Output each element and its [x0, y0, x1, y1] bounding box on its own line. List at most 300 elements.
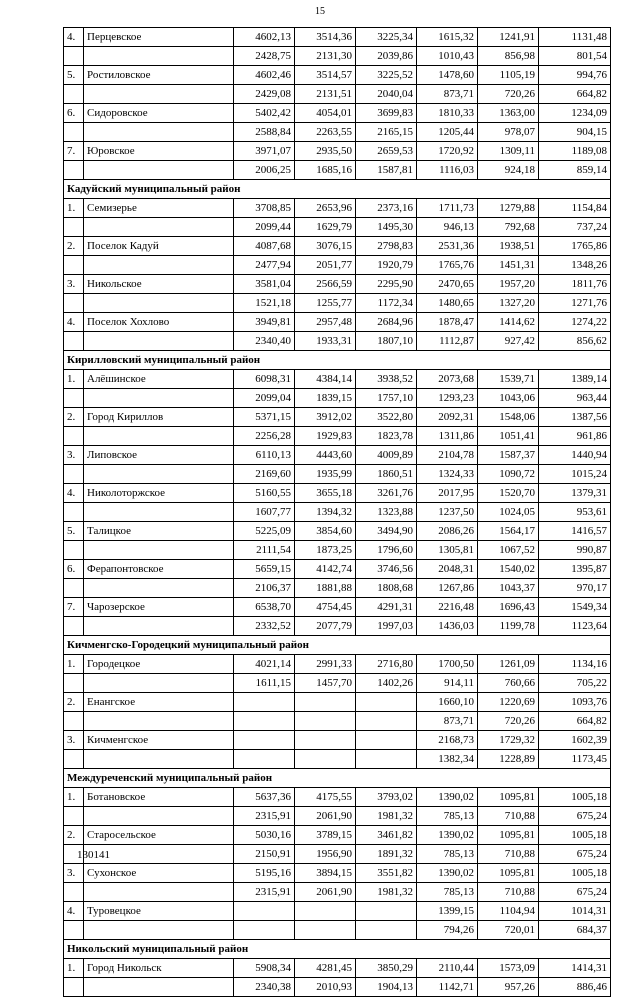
district-name: Междуреченский муниципальный район	[64, 769, 611, 788]
value-cell: 4054,01	[295, 104, 356, 123]
value-cell: 675,24	[539, 807, 611, 826]
table-row	[64, 864, 611, 883]
value-cell: 873,71	[417, 712, 478, 731]
value-cell: 2061,90	[295, 807, 356, 826]
value-cell: 3699,83	[356, 104, 417, 123]
value-cell: 1241,91	[478, 28, 539, 47]
value-cell: 1255,77	[295, 294, 356, 313]
value-cell: 2051,77	[295, 256, 356, 275]
value-cell: 5371,15	[234, 408, 295, 427]
settlement-name	[84, 256, 234, 275]
value-cell: 1234,09	[539, 104, 611, 123]
value-cell: 2588,84	[234, 123, 295, 142]
table-row	[64, 978, 611, 997]
row-index	[64, 218, 84, 237]
row-index	[64, 617, 84, 636]
value-cell: 2340,38	[234, 978, 295, 997]
table-row	[64, 921, 611, 940]
row-index: 4.	[64, 313, 84, 332]
value-cell: 3912,02	[295, 408, 356, 427]
row-index: 1.	[64, 655, 84, 674]
table-row	[64, 522, 611, 541]
value-cell	[234, 750, 295, 769]
row-index	[64, 161, 84, 180]
value-cell: 1293,23	[417, 389, 478, 408]
table-row	[64, 807, 611, 826]
row-index: 3.	[64, 864, 84, 883]
settlement-name: Старосельское	[84, 826, 234, 845]
value-cell: 1104,94	[478, 902, 539, 921]
table-row	[64, 218, 611, 237]
district-header-row	[64, 351, 611, 370]
value-cell: 1904,13	[356, 978, 417, 997]
value-cell	[295, 693, 356, 712]
value-cell: 1539,71	[478, 370, 539, 389]
value-cell: 1271,76	[539, 294, 611, 313]
value-cell: 1279,88	[478, 199, 539, 218]
table-row	[64, 104, 611, 123]
value-cell: 3225,52	[356, 66, 417, 85]
settlement-name	[84, 978, 234, 997]
value-cell: 1095,81	[478, 826, 539, 845]
row-index	[64, 85, 84, 104]
value-cell: 4602,13	[234, 28, 295, 47]
value-cell: 963,44	[539, 389, 611, 408]
settlement-name	[84, 218, 234, 237]
row-index	[64, 807, 84, 826]
table-row	[64, 541, 611, 560]
value-cell: 3514,57	[295, 66, 356, 85]
value-cell: 5402,42	[234, 104, 295, 123]
table-row	[64, 389, 611, 408]
row-index: 1.	[64, 959, 84, 978]
value-cell: 1043,37	[478, 579, 539, 598]
value-cell: 1811,76	[539, 275, 611, 294]
value-cell: 1920,79	[356, 256, 417, 275]
value-cell: 1311,86	[417, 427, 478, 446]
value-cell: 1573,09	[478, 959, 539, 978]
value-cell: 1881,88	[295, 579, 356, 598]
value-cell: 2111,54	[234, 541, 295, 560]
value-cell: 1711,73	[417, 199, 478, 218]
value-cell	[295, 921, 356, 940]
settlement-name	[84, 85, 234, 104]
settlement-name	[84, 750, 234, 769]
district-name: Кадуйский муниципальный район	[64, 180, 611, 199]
value-cell: 2216,48	[417, 598, 478, 617]
value-cell: 1478,60	[417, 66, 478, 85]
value-cell: 1267,86	[417, 579, 478, 598]
table-row	[64, 674, 611, 693]
value-cell: 2077,79	[295, 617, 356, 636]
value-cell: 1005,18	[539, 788, 611, 807]
value-cell: 1090,72	[478, 465, 539, 484]
settlement-name: Никольское	[84, 275, 234, 294]
table-row	[64, 465, 611, 484]
value-cell: 1323,88	[356, 503, 417, 522]
table-row	[64, 294, 611, 313]
settlement-name: Чарозерское	[84, 598, 234, 617]
value-cell: 1237,50	[417, 503, 478, 522]
value-cell: 1611,15	[234, 674, 295, 693]
row-index	[64, 750, 84, 769]
value-cell: 4021,14	[234, 655, 295, 674]
value-cell: 1685,16	[295, 161, 356, 180]
value-cell: 1172,34	[356, 294, 417, 313]
value-cell: 2131,30	[295, 47, 356, 66]
value-cell: 3793,02	[356, 788, 417, 807]
value-cell: 2110,44	[417, 959, 478, 978]
value-cell: 3789,15	[295, 826, 356, 845]
row-index: 2.	[64, 693, 84, 712]
settlement-name	[84, 161, 234, 180]
table-body	[64, 28, 611, 997]
table-row	[64, 332, 611, 351]
value-cell: 2653,96	[295, 199, 356, 218]
settlement-name: Семизерье	[84, 199, 234, 218]
settlement-name: Город Никольск	[84, 959, 234, 978]
row-index: 7.	[64, 598, 84, 617]
settlement-name: Талицкое	[84, 522, 234, 541]
value-cell	[356, 693, 417, 712]
value-cell: 2531,36	[417, 237, 478, 256]
table-row	[64, 693, 611, 712]
value-cell	[356, 750, 417, 769]
value-cell: 1131,48	[539, 28, 611, 47]
value-cell: 873,71	[417, 85, 478, 104]
value-cell: 2798,83	[356, 237, 417, 256]
row-index: 3.	[64, 731, 84, 750]
value-cell: 1521,18	[234, 294, 295, 313]
value-cell: 2039,86	[356, 47, 417, 66]
value-cell: 2169,60	[234, 465, 295, 484]
value-cell: 1095,81	[478, 864, 539, 883]
value-cell: 4009,89	[356, 446, 417, 465]
row-index	[64, 465, 84, 484]
value-cell	[356, 902, 417, 921]
value-cell: 1436,03	[417, 617, 478, 636]
value-cell: 1024,05	[478, 503, 539, 522]
row-index: 4.	[64, 902, 84, 921]
value-cell: 2168,73	[417, 731, 478, 750]
value-cell: 3850,29	[356, 959, 417, 978]
settlement-name: Сухонское	[84, 864, 234, 883]
value-cell: 1389,14	[539, 370, 611, 389]
row-index	[64, 47, 84, 66]
value-cell: 3746,56	[356, 560, 417, 579]
table-row	[64, 826, 611, 845]
row-index	[64, 579, 84, 598]
value-cell: 856,98	[478, 47, 539, 66]
value-cell: 6098,31	[234, 370, 295, 389]
value-cell: 1451,31	[478, 256, 539, 275]
value-cell: 1796,60	[356, 541, 417, 560]
settlement-name: Поселок Хохлово	[84, 313, 234, 332]
value-cell: 1395,87	[539, 560, 611, 579]
value-cell: 1390,02	[417, 788, 478, 807]
settlement-name: Николоторжское	[84, 484, 234, 503]
value-cell: 1348,26	[539, 256, 611, 275]
value-cell: 859,14	[539, 161, 611, 180]
settlement-name	[84, 807, 234, 826]
settlement-name	[84, 579, 234, 598]
value-cell: 1005,18	[539, 864, 611, 883]
settlement-name	[84, 389, 234, 408]
value-cell: 2106,37	[234, 579, 295, 598]
value-cell: 3655,18	[295, 484, 356, 503]
value-cell: 4754,45	[295, 598, 356, 617]
row-index: 4.	[64, 484, 84, 503]
table-row	[64, 237, 611, 256]
settlement-name: Перцевское	[84, 28, 234, 47]
value-cell: 1602,39	[539, 731, 611, 750]
value-cell: 914,11	[417, 674, 478, 693]
value-cell: 1765,86	[539, 237, 611, 256]
table-row	[64, 883, 611, 902]
value-cell: 2470,65	[417, 275, 478, 294]
settlement-name: Городецкое	[84, 655, 234, 674]
value-cell: 1379,31	[539, 484, 611, 503]
district-name: Кичменгско-Городецкий муниципальный район	[64, 636, 611, 655]
value-cell: 886,46	[539, 978, 611, 997]
value-cell	[356, 712, 417, 731]
value-cell: 1495,30	[356, 218, 417, 237]
value-cell: 2017,95	[417, 484, 478, 503]
settlement-name	[84, 47, 234, 66]
value-cell: 961,86	[539, 427, 611, 446]
value-cell: 1729,32	[478, 731, 539, 750]
value-cell: 4291,31	[356, 598, 417, 617]
value-cell: 1615,32	[417, 28, 478, 47]
district-name: Кирилловский муниципальный район	[64, 351, 611, 370]
value-cell: 1823,78	[356, 427, 417, 446]
table-row	[64, 85, 611, 104]
settlement-name	[84, 617, 234, 636]
value-cell: 1808,68	[356, 579, 417, 598]
value-cell: 1957,20	[478, 275, 539, 294]
value-cell: 2935,50	[295, 142, 356, 161]
row-index: 5.	[64, 522, 84, 541]
value-cell: 978,07	[478, 123, 539, 142]
value-cell: 2010,93	[295, 978, 356, 997]
value-cell: 1981,32	[356, 807, 417, 826]
value-cell: 1199,78	[478, 617, 539, 636]
value-cell: 1757,10	[356, 389, 417, 408]
value-cell: 1093,76	[539, 693, 611, 712]
district-name: Никольский муниципальный район	[64, 940, 611, 959]
value-cell: 3949,81	[234, 313, 295, 332]
value-cell: 1205,44	[417, 123, 478, 142]
value-cell: 1765,76	[417, 256, 478, 275]
value-cell: 1324,33	[417, 465, 478, 484]
table-row	[64, 788, 611, 807]
value-cell: 856,62	[539, 332, 611, 351]
value-cell: 3938,52	[356, 370, 417, 389]
row-index: 2.	[64, 826, 84, 845]
settlement-name: Сидоровское	[84, 104, 234, 123]
value-cell: 2340,40	[234, 332, 295, 351]
value-cell	[295, 902, 356, 921]
row-index	[64, 123, 84, 142]
row-index	[64, 503, 84, 522]
row-index	[64, 921, 84, 940]
value-cell: 2073,68	[417, 370, 478, 389]
settlement-name	[84, 427, 234, 446]
value-cell: 2429,08	[234, 85, 295, 104]
settlement-name	[84, 674, 234, 693]
value-cell: 4384,14	[295, 370, 356, 389]
row-index: 7.	[64, 142, 84, 161]
value-cell: 904,15	[539, 123, 611, 142]
table-row	[64, 655, 611, 674]
value-cell: 2104,78	[417, 446, 478, 465]
table-row	[64, 256, 611, 275]
value-cell: 2428,75	[234, 47, 295, 66]
value-cell: 4281,45	[295, 959, 356, 978]
settlement-name	[84, 332, 234, 351]
value-cell: 3261,76	[356, 484, 417, 503]
value-cell: 3854,60	[295, 522, 356, 541]
value-cell: 1051,41	[478, 427, 539, 446]
value-cell: 1382,34	[417, 750, 478, 769]
value-cell: 1414,62	[478, 313, 539, 332]
value-cell: 1112,87	[417, 332, 478, 351]
value-cell	[295, 750, 356, 769]
settlement-name: Ботановское	[84, 788, 234, 807]
value-cell: 1116,03	[417, 161, 478, 180]
settlement-name	[84, 465, 234, 484]
district-header-row	[64, 636, 611, 655]
value-cell: 1933,31	[295, 332, 356, 351]
value-cell: 5659,15	[234, 560, 295, 579]
value-cell: 1228,89	[478, 750, 539, 769]
table-row	[64, 731, 611, 750]
value-cell: 2295,90	[356, 275, 417, 294]
value-cell: 1660,10	[417, 693, 478, 712]
value-cell: 1274,22	[539, 313, 611, 332]
value-cell: 3522,80	[356, 408, 417, 427]
value-cell: 1480,65	[417, 294, 478, 313]
value-cell: 1720,92	[417, 142, 478, 161]
row-index: 6.	[64, 104, 84, 123]
value-cell: 720,01	[478, 921, 539, 940]
row-index	[64, 332, 84, 351]
value-cell: 6538,70	[234, 598, 295, 617]
value-cell: 5030,16	[234, 826, 295, 845]
district-header-row	[64, 940, 611, 959]
row-index: 1.	[64, 199, 84, 218]
value-cell: 3076,15	[295, 237, 356, 256]
value-cell: 1891,32	[356, 845, 417, 864]
value-cell: 2373,16	[356, 199, 417, 218]
table-row	[64, 750, 611, 769]
value-cell: 1878,47	[417, 313, 478, 332]
value-cell: 2150,91	[234, 845, 295, 864]
tariff-table	[63, 27, 611, 997]
district-header-row	[64, 769, 611, 788]
value-cell: 1123,64	[539, 617, 611, 636]
value-cell: 4175,55	[295, 788, 356, 807]
value-cell: 737,24	[539, 218, 611, 237]
value-cell: 957,26	[478, 978, 539, 997]
value-cell: 1010,43	[417, 47, 478, 66]
value-cell: 785,13	[417, 883, 478, 902]
value-cell: 1700,50	[417, 655, 478, 674]
value-cell: 3581,04	[234, 275, 295, 294]
value-cell: 1134,16	[539, 655, 611, 674]
row-index: 4.	[64, 28, 84, 47]
value-cell: 794,26	[417, 921, 478, 940]
value-cell: 990,87	[539, 541, 611, 560]
value-cell: 2684,96	[356, 313, 417, 332]
value-cell: 2332,52	[234, 617, 295, 636]
table-row	[64, 66, 611, 85]
row-index	[64, 883, 84, 902]
value-cell: 970,17	[539, 579, 611, 598]
row-index: 3.	[64, 446, 84, 465]
value-cell: 1363,00	[478, 104, 539, 123]
settlement-name: Енангское	[84, 693, 234, 712]
value-cell: 1807,10	[356, 332, 417, 351]
value-cell: 720,26	[478, 85, 539, 104]
value-cell: 6110,13	[234, 446, 295, 465]
value-cell: 1067,52	[478, 541, 539, 560]
value-cell: 1564,17	[478, 522, 539, 541]
table-row	[64, 484, 611, 503]
row-index	[64, 294, 84, 313]
value-cell: 1414,31	[539, 959, 611, 978]
value-cell: 1390,02	[417, 864, 478, 883]
value-cell: 1261,09	[478, 655, 539, 674]
value-cell: 994,76	[539, 66, 611, 85]
table-row	[64, 313, 611, 332]
value-cell: 1043,06	[478, 389, 539, 408]
value-cell	[234, 731, 295, 750]
value-cell: 5160,55	[234, 484, 295, 503]
settlement-name: Поселок Кадуй	[84, 237, 234, 256]
settlement-name	[84, 921, 234, 940]
value-cell: 760,66	[478, 674, 539, 693]
value-cell: 1549,34	[539, 598, 611, 617]
value-cell: 3971,07	[234, 142, 295, 161]
value-cell: 2099,44	[234, 218, 295, 237]
district-header-row	[64, 180, 611, 199]
document-code: 130141	[77, 849, 110, 861]
value-cell: 1860,51	[356, 465, 417, 484]
value-cell: 1105,19	[478, 66, 539, 85]
value-cell: 1015,24	[539, 465, 611, 484]
settlement-name: Туровецкое	[84, 902, 234, 921]
value-cell: 2165,15	[356, 123, 417, 142]
row-index	[64, 541, 84, 560]
table-row	[64, 161, 611, 180]
settlement-name	[84, 883, 234, 902]
row-index: 5.	[64, 66, 84, 85]
value-cell: 927,42	[478, 332, 539, 351]
value-cell: 675,24	[539, 883, 611, 902]
value-cell: 3461,82	[356, 826, 417, 845]
row-index: 6.	[64, 560, 84, 579]
value-cell	[295, 731, 356, 750]
table-row	[64, 370, 611, 389]
value-cell: 1394,32	[295, 503, 356, 522]
value-cell: 1839,15	[295, 389, 356, 408]
table-row	[64, 959, 611, 978]
value-cell: 1587,37	[478, 446, 539, 465]
value-cell: 3894,15	[295, 864, 356, 883]
row-index: 1.	[64, 370, 84, 389]
value-cell: 1457,70	[295, 674, 356, 693]
